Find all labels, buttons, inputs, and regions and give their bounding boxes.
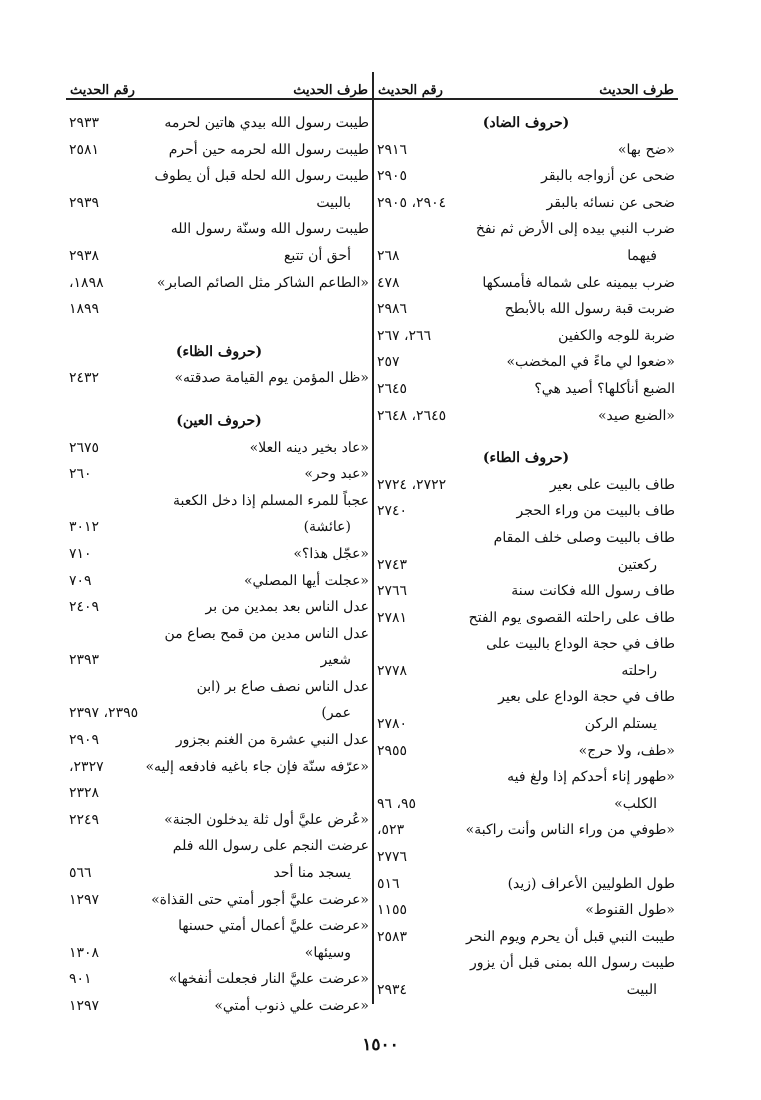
hadith-number: ١٨٩٨،	[69, 274, 104, 291]
hadith-text: «ضح بها»	[617, 141, 675, 158]
hadith-number: ٥١٦	[377, 875, 400, 892]
hadith-text: «طول القنوط»	[585, 902, 675, 919]
hadith-entry	[66, 243, 372, 270]
hadith-number: ٢٥٨١	[69, 141, 100, 158]
hadith-text: طيبت رسول الله بيدي هاتين لحرمه	[164, 115, 369, 131]
hadith-number: ٢٧٤٠	[377, 503, 408, 520]
hadith-number: ٢٧٧٨	[377, 662, 408, 679]
hadith-text: «عرضت عليَّ النار فجعلت أنفخها»	[168, 971, 369, 988]
hadith-text: «ضعوا لي ماءً في المخضب»	[506, 354, 675, 371]
hadith-number: ١٢٩٧	[69, 998, 100, 1014]
hadith-entry	[66, 940, 372, 967]
hadith-number: ٢٩٣٣	[69, 115, 100, 131]
hadith-number: ٢٦٤٥	[377, 380, 408, 397]
hadith-entry	[66, 887, 372, 914]
hadith-number: ٢٧٨٠	[377, 716, 408, 733]
hadith-number: ٢٩٠٩	[69, 732, 100, 749]
page-number: ١٥٠٠	[362, 1035, 399, 1055]
hadith-entry	[66, 541, 372, 568]
hadith-number: ٢٩١٦	[377, 141, 408, 158]
hadith-entry	[66, 647, 372, 674]
hadith-entry	[66, 993, 372, 1020]
right-header-number: رقم الحديث	[378, 83, 443, 98]
hadith-entry	[66, 435, 372, 462]
hadith-entry	[374, 711, 678, 738]
hadith-text: ضربة للوجه والكفين	[558, 327, 675, 344]
hadith-number: ٧٠٩	[69, 572, 92, 589]
hadith-text: طاف في حجة الوداع بالبيت على	[486, 636, 675, 653]
hadith-text: ركعتين	[617, 556, 657, 573]
hadith-entry	[66, 190, 372, 217]
hadith-entry	[66, 833, 372, 860]
hadith-text: ضرب النبي بيده إلى الأرض ثم نفخ	[475, 221, 675, 238]
section-heading-text: (حروف الظاء)	[175, 343, 263, 360]
hadith-text: عجباً للمرء المسلم إذا دخل الكعبة	[173, 492, 369, 509]
hadith-entry	[374, 844, 678, 871]
hadith-entry	[374, 270, 678, 297]
hadith-entry	[374, 498, 678, 525]
hadith-entry	[66, 514, 372, 541]
hadith-text: طاف في حجة الوداع على بعير	[498, 689, 675, 706]
hadith-text: طيبت رسول الله بمنى قبل أن يزور	[470, 955, 675, 972]
left-column	[66, 72, 372, 1014]
hadith-text: «عبد وحر»	[304, 466, 369, 483]
hadith-entry	[66, 270, 372, 297]
hadith-entry	[66, 621, 372, 648]
hadith-entry	[374, 472, 678, 499]
hadith-entry	[374, 216, 678, 243]
hadith-entry	[66, 137, 372, 164]
hadith-entry	[374, 525, 678, 552]
right-header-title: طرف الحديث	[599, 83, 674, 98]
hadith-entry	[374, 950, 678, 977]
right-column-header	[374, 72, 678, 100]
hadith-entry	[66, 110, 372, 137]
hadith-number: ٢٩٣٤	[377, 982, 408, 998]
hadith-number: ١١٥٥	[377, 902, 408, 919]
hadith-entry	[374, 658, 678, 685]
hadith-text: «ظل المؤمن يوم القيامة صدقته»	[174, 370, 369, 387]
hadith-entry	[374, 552, 678, 579]
left-header-title: طرف الحديث	[293, 83, 368, 98]
hadith-text: «عرضت علي ذنوب أمتي»	[214, 998, 369, 1014]
hadith-entry	[66, 594, 372, 621]
hadith-text: الكلب»	[614, 795, 657, 812]
hadith-entry	[66, 807, 372, 834]
hadith-entry	[66, 913, 372, 940]
hadith-text: طيبت رسول الله لحرمه حين أحرم	[168, 141, 369, 158]
hadith-text: طيبت رسول الله وسنّة رسول الله	[170, 221, 369, 238]
hadith-entry	[374, 871, 678, 898]
hadith-entry	[374, 323, 678, 350]
hadith-text: عدل الناس نصف صاع بر (ابن	[196, 678, 369, 695]
hadith-number: ٩٠١	[69, 971, 92, 988]
hadith-entry	[374, 243, 678, 270]
hadith-entry	[374, 190, 678, 217]
hadith-text: طاف بالبيت على بعير	[549, 476, 675, 493]
hadith-number: ٣٠١٢	[69, 519, 100, 536]
hadith-entry	[374, 578, 678, 605]
hadith-text: طيبت النبي قبل أن يحرم ويوم النحر	[465, 928, 675, 945]
hadith-entry	[66, 780, 372, 807]
hadith-number: ٢٦٤٥، ٢٦٤٨	[377, 407, 447, 424]
hadith-number: ٢٥٧	[377, 354, 400, 371]
hadith-text: «عرّفه سنّة فإن جاء باغيه فادفعه إليه»	[145, 758, 369, 775]
hadith-text: وسيئها»	[304, 944, 351, 961]
section-heading-text: (حروف الضاد)	[482, 115, 570, 131]
hadith-text: عمر)	[321, 705, 351, 722]
hadith-text: البيت	[626, 982, 657, 998]
hadith-entry	[374, 924, 678, 951]
hadith-number: ١٢٩٧	[69, 891, 100, 908]
hadith-entry	[66, 674, 372, 701]
section-heading	[374, 445, 678, 472]
hadith-text: الضبع أنأكلها؟ أصيد هي؟	[534, 380, 675, 397]
hadith-text: عرضت النجم على رسول الله فلم	[172, 838, 369, 855]
hadith-number: ٢٩٠٤، ٢٩٠٥	[377, 194, 447, 211]
hadith-entry	[374, 684, 678, 711]
hadith-text: «عجّل هذا؟»	[293, 545, 369, 562]
right-column	[372, 72, 678, 1004]
hadith-text: طول الطوليين الأعراف (زيد)	[507, 875, 675, 892]
hadith-text: «عرضت عليَّ أجور أمتي حتى القذاة»	[151, 891, 369, 908]
hadith-number: ٤٧٨	[377, 274, 400, 291]
hadith-text: أحق أن تتبع	[283, 247, 351, 264]
hadith-number: ٢٩٥٥	[377, 742, 408, 759]
hadith-entry	[374, 605, 678, 632]
hadith-entry	[374, 738, 678, 765]
hadith-entry	[66, 860, 372, 887]
hadith-entry	[66, 727, 372, 754]
hadith-text: «الضبع صيد»	[597, 407, 675, 424]
hadith-entry	[66, 296, 372, 323]
hadith-number: ٢٦٦، ٢٦٧	[377, 327, 432, 344]
hadith-text: «الطاعم الشاكر مثل الصائم الصابر»	[156, 274, 369, 291]
hadith-entry	[374, 631, 678, 658]
left-column-header	[66, 72, 372, 100]
left-column-body	[66, 100, 372, 1020]
hadith-entry	[374, 764, 678, 791]
hadith-entry	[374, 349, 678, 376]
hadith-entry	[374, 403, 678, 430]
hadith-number: ٢٩٠٥	[377, 168, 408, 185]
hadith-number: ٢٤٠٩	[69, 599, 100, 616]
hadith-entry	[66, 700, 372, 727]
hadith-text: ضحى عن نسائه بالبقر	[546, 194, 675, 211]
hadith-entry	[66, 488, 372, 515]
hadith-entry	[374, 137, 678, 164]
spacer	[66, 323, 372, 339]
right-column-body	[374, 100, 678, 1004]
hadith-number: ٢٧٦٦	[377, 583, 408, 600]
hadith-text: طاف بالبيت وصلى خلف المقام	[493, 529, 675, 546]
hadith-entry	[374, 897, 678, 924]
hadith-number: ٢٣٩٣	[69, 652, 100, 669]
hadith-number: ١٨٩٩	[69, 301, 100, 318]
hadith-text: عدل النبي عشرة من الغنم بجزور	[175, 732, 369, 749]
hadith-number: ٢٦٨	[377, 247, 400, 264]
hadith-text: «طف، ولا حرج»	[578, 742, 675, 759]
hadith-text: «طهور إناء أحدكم إذا ولغ فيه	[507, 769, 675, 786]
hadith-number: ٢٦٧٥	[69, 439, 100, 456]
hadith-entry	[66, 365, 372, 392]
hadith-number: ٢٧٢٢، ٢٧٢٤	[377, 476, 447, 493]
hadith-text: فيهما	[627, 247, 657, 264]
section-heading-text: (حروف الطاء)	[482, 450, 570, 467]
hadith-number: ٩٥، ٩٦	[377, 795, 417, 812]
hadith-entry	[374, 163, 678, 190]
section-heading	[66, 408, 372, 435]
hadith-number: ٢٥٨٣	[377, 928, 408, 945]
hadith-text: ضرب بيمينه على شماله فأمسكها	[482, 274, 675, 291]
hadith-text: «عرضت عليَّ أعمال أمتي حسنها	[178, 918, 369, 935]
hadith-number: ٢٧٨١	[377, 609, 408, 626]
hadith-number: ٢٦٠	[69, 466, 92, 483]
hadith-number: ٢٣٢٨	[69, 785, 100, 802]
hadith-text: طيبت رسول الله لحله قبل أن يطوف	[154, 168, 369, 185]
section-heading-text: (حروف العين)	[176, 412, 262, 429]
hadith-number: ٢٢٤٩	[69, 811, 100, 828]
hadith-text: بالبيت	[316, 194, 351, 211]
hadith-number: ٢٧٧٦	[377, 849, 408, 866]
hadith-text: يستلم الركن	[584, 716, 657, 733]
hadith-entry	[374, 791, 678, 818]
hadith-text: طاف بالبيت من وراء الحجر	[516, 503, 675, 520]
hadith-number: ٢٤٣٢	[69, 370, 100, 387]
hadith-number: ٥٦٦	[69, 865, 92, 882]
hadith-entry	[374, 817, 678, 844]
hadith-entry	[66, 568, 372, 595]
hadith-text: طاف على راحلته القصوى يوم الفتح	[468, 609, 675, 626]
section-heading	[374, 110, 678, 137]
hadith-number: ١٣٠٨	[69, 944, 100, 961]
index-table	[66, 72, 678, 1014]
hadith-text: «عجلت أيها المصلي»	[243, 572, 369, 589]
hadith-number: ٢٩٨٦	[377, 301, 408, 318]
hadith-text: راحلته	[621, 662, 657, 679]
hadith-number: ٧١٠	[69, 545, 92, 562]
hadith-text: «طوفي من وراء الناس وأنت راكبة»	[465, 822, 675, 839]
hadith-text: «عُرض عليَّ أول ثلة يدخلون الجنة»	[164, 811, 369, 828]
hadith-entry	[374, 977, 678, 1004]
hadith-entry	[374, 296, 678, 323]
hadith-text: (عائشة)	[303, 519, 351, 536]
hadith-number: ٢٩٣٨	[69, 247, 100, 264]
hadith-entry	[66, 754, 372, 781]
spacer	[374, 429, 678, 445]
hadith-entry	[66, 216, 372, 243]
hadith-text: يسجد منا أحد	[273, 865, 351, 882]
hadith-text: عدل الناس مدين من قمح بصاع من	[164, 625, 369, 642]
left-header-number: رقم الحديث	[70, 83, 135, 98]
hadith-number: ٥٢٣،	[377, 822, 405, 839]
section-heading	[66, 339, 372, 366]
hadith-number: ٢٣٢٧،	[69, 758, 104, 775]
hadith-number: ٢٣٩٥، ٢٣٩٧	[69, 705, 139, 722]
hadith-entry	[66, 163, 372, 190]
hadith-number: ٢٩٣٩	[69, 194, 100, 211]
hadith-text: عدل الناس بعد بمدين من بر	[205, 599, 369, 616]
hadith-number: ٢٧٤٣	[377, 556, 408, 573]
hadith-entry	[374, 376, 678, 403]
hadith-entry	[66, 966, 372, 993]
spacer	[66, 392, 372, 408]
hadith-entry	[66, 461, 372, 488]
hadith-text: ضحى عن أزواجه بالبقر	[541, 168, 675, 185]
hadith-text: ضربت قبة رسول الله بالأبطح	[504, 301, 675, 318]
hadith-text: «عاد بخير دينه العلا»	[249, 439, 369, 456]
hadith-text: طاف رسول الله فكانت سنة	[511, 583, 675, 600]
hadith-text: شعير	[320, 652, 351, 669]
